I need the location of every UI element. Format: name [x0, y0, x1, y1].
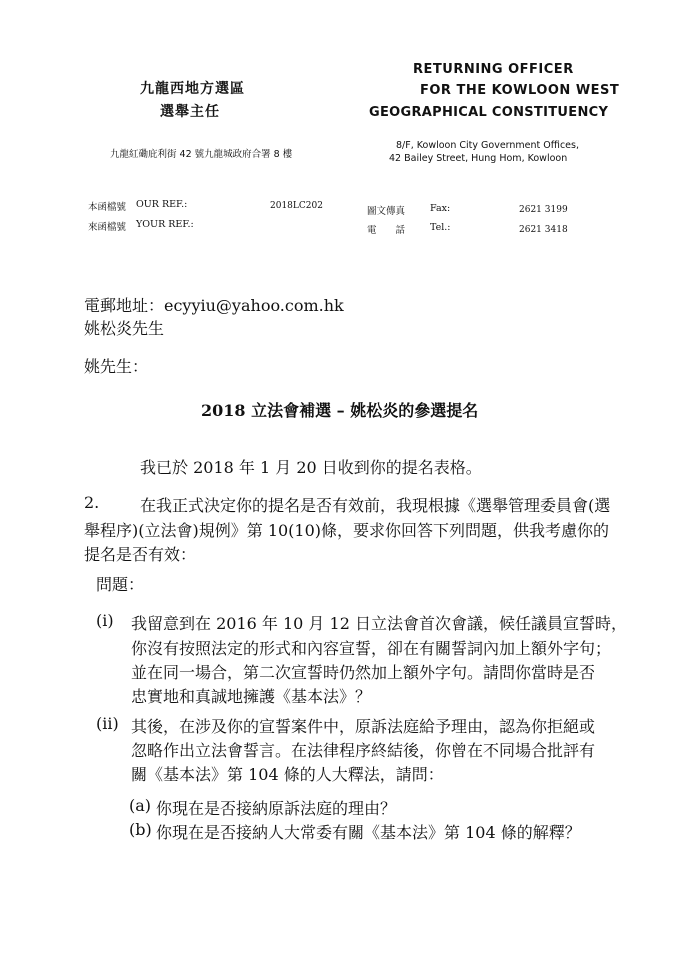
your-ref-label-en: YOUR REF.: — [136, 219, 194, 230]
question-2-line-1: 其後，在涉及你的宣誓案件中，原訴法庭給予理由，認為你拒絕或 — [131, 717, 596, 736]
paragraph-1: 我已於 2018 年 1 月 20 日收到你的提名表格。 — [140, 458, 482, 477]
office-title-en-line1: RETURNING OFFICER — [413, 62, 574, 77]
question-1-line-3: 並在同一場合，第二次宣誓時仍然加上額外字句。請問你當時是否 — [131, 663, 596, 682]
our-ref-value: 2018LC202 — [270, 201, 323, 211]
office-address-en-line2: 42 Bailey Street, Hung Hom, Kowloon — [389, 153, 568, 164]
recipient-email: 電郵地址：ecyyiu@yahoo.com.hk — [84, 296, 344, 315]
recipient-name: 姚松炎先生 — [84, 319, 165, 338]
question-2a-text: 你現在是否接納原訴法庭的理由？ — [156, 799, 397, 818]
office-title-en-line2: FOR THE KOWLOON WEST — [420, 83, 620, 98]
tel-label-en: Tel.: — [430, 222, 451, 233]
question-1-number: (i) — [96, 611, 114, 630]
question-1-line-4: 忠實地和真誠地擁護《基本法》？ — [131, 687, 372, 706]
our-ref-label-zh: 本函檔號 — [88, 202, 127, 213]
tel-label-zh: 電 話 — [367, 225, 406, 236]
paragraph-2-line-3: 提名是否有效： — [84, 545, 197, 564]
paragraph-2-number: 2. — [84, 493, 100, 512]
office-title-en-line3: GEOGRAPHICAL CONSTITUENCY — [369, 105, 609, 120]
letter-subject: 2018 立法會補選 – 姚松炎的參選提名 — [201, 401, 479, 420]
questions-heading: 問題： — [96, 575, 145, 594]
office-title-zh: 選舉主任 — [160, 104, 220, 120]
office-address-en-line1: 8/F, Kowloon City Government Offices, — [396, 140, 579, 151]
paragraph-2-line-2: 舉程序)(立法會)規例》第 10(10)條，要求你回答下列問題，供我考慮你的 — [84, 521, 610, 540]
question-2b-text: 你現在是否接納人大常委有關《基本法》第 104 條的解釋？ — [156, 823, 581, 842]
our-ref-label-en: OUR REF.: — [136, 199, 188, 210]
office-name-zh: 九龍西地方選區 — [140, 81, 245, 97]
question-2-number: (ii) — [96, 714, 119, 733]
paragraph-2-line-1: 在我正式決定你的提名是否有效前，我現根據《選舉管理委員會(選 — [140, 496, 611, 515]
question-2-line-2: 忽略作出立法會誓言。在法律程序終結後，你曾在不同場合批評有 — [131, 741, 596, 760]
question-1-line-2: 你沒有按照法定的形式和內容宣誓，卻在有關誓詞內加上額外字句； — [131, 639, 612, 658]
tel-value: 2621 3418 — [519, 225, 568, 235]
question-2b-number: (b) — [129, 820, 152, 839]
question-2a-number: (a) — [129, 796, 152, 815]
fax-value: 2621 3199 — [519, 205, 568, 215]
question-1-line-1: 我留意到在 2016 年 10 月 12 日立法會首次會議，候任議員宣誓時， — [131, 614, 627, 633]
salutation: 姚先生： — [84, 357, 149, 376]
your-ref-label-zh: 來函檔號 — [88, 222, 127, 233]
fax-label-en: Fax: — [430, 203, 451, 214]
fax-label-zh: 圖文傳真 — [367, 206, 406, 217]
question-2-line-3: 關《基本法》第 104 條的人大釋法，請問： — [131, 765, 444, 784]
office-address-zh: 九龍紅磡庇利街 42 號九龍城政府合署 8 樓 — [110, 149, 293, 160]
